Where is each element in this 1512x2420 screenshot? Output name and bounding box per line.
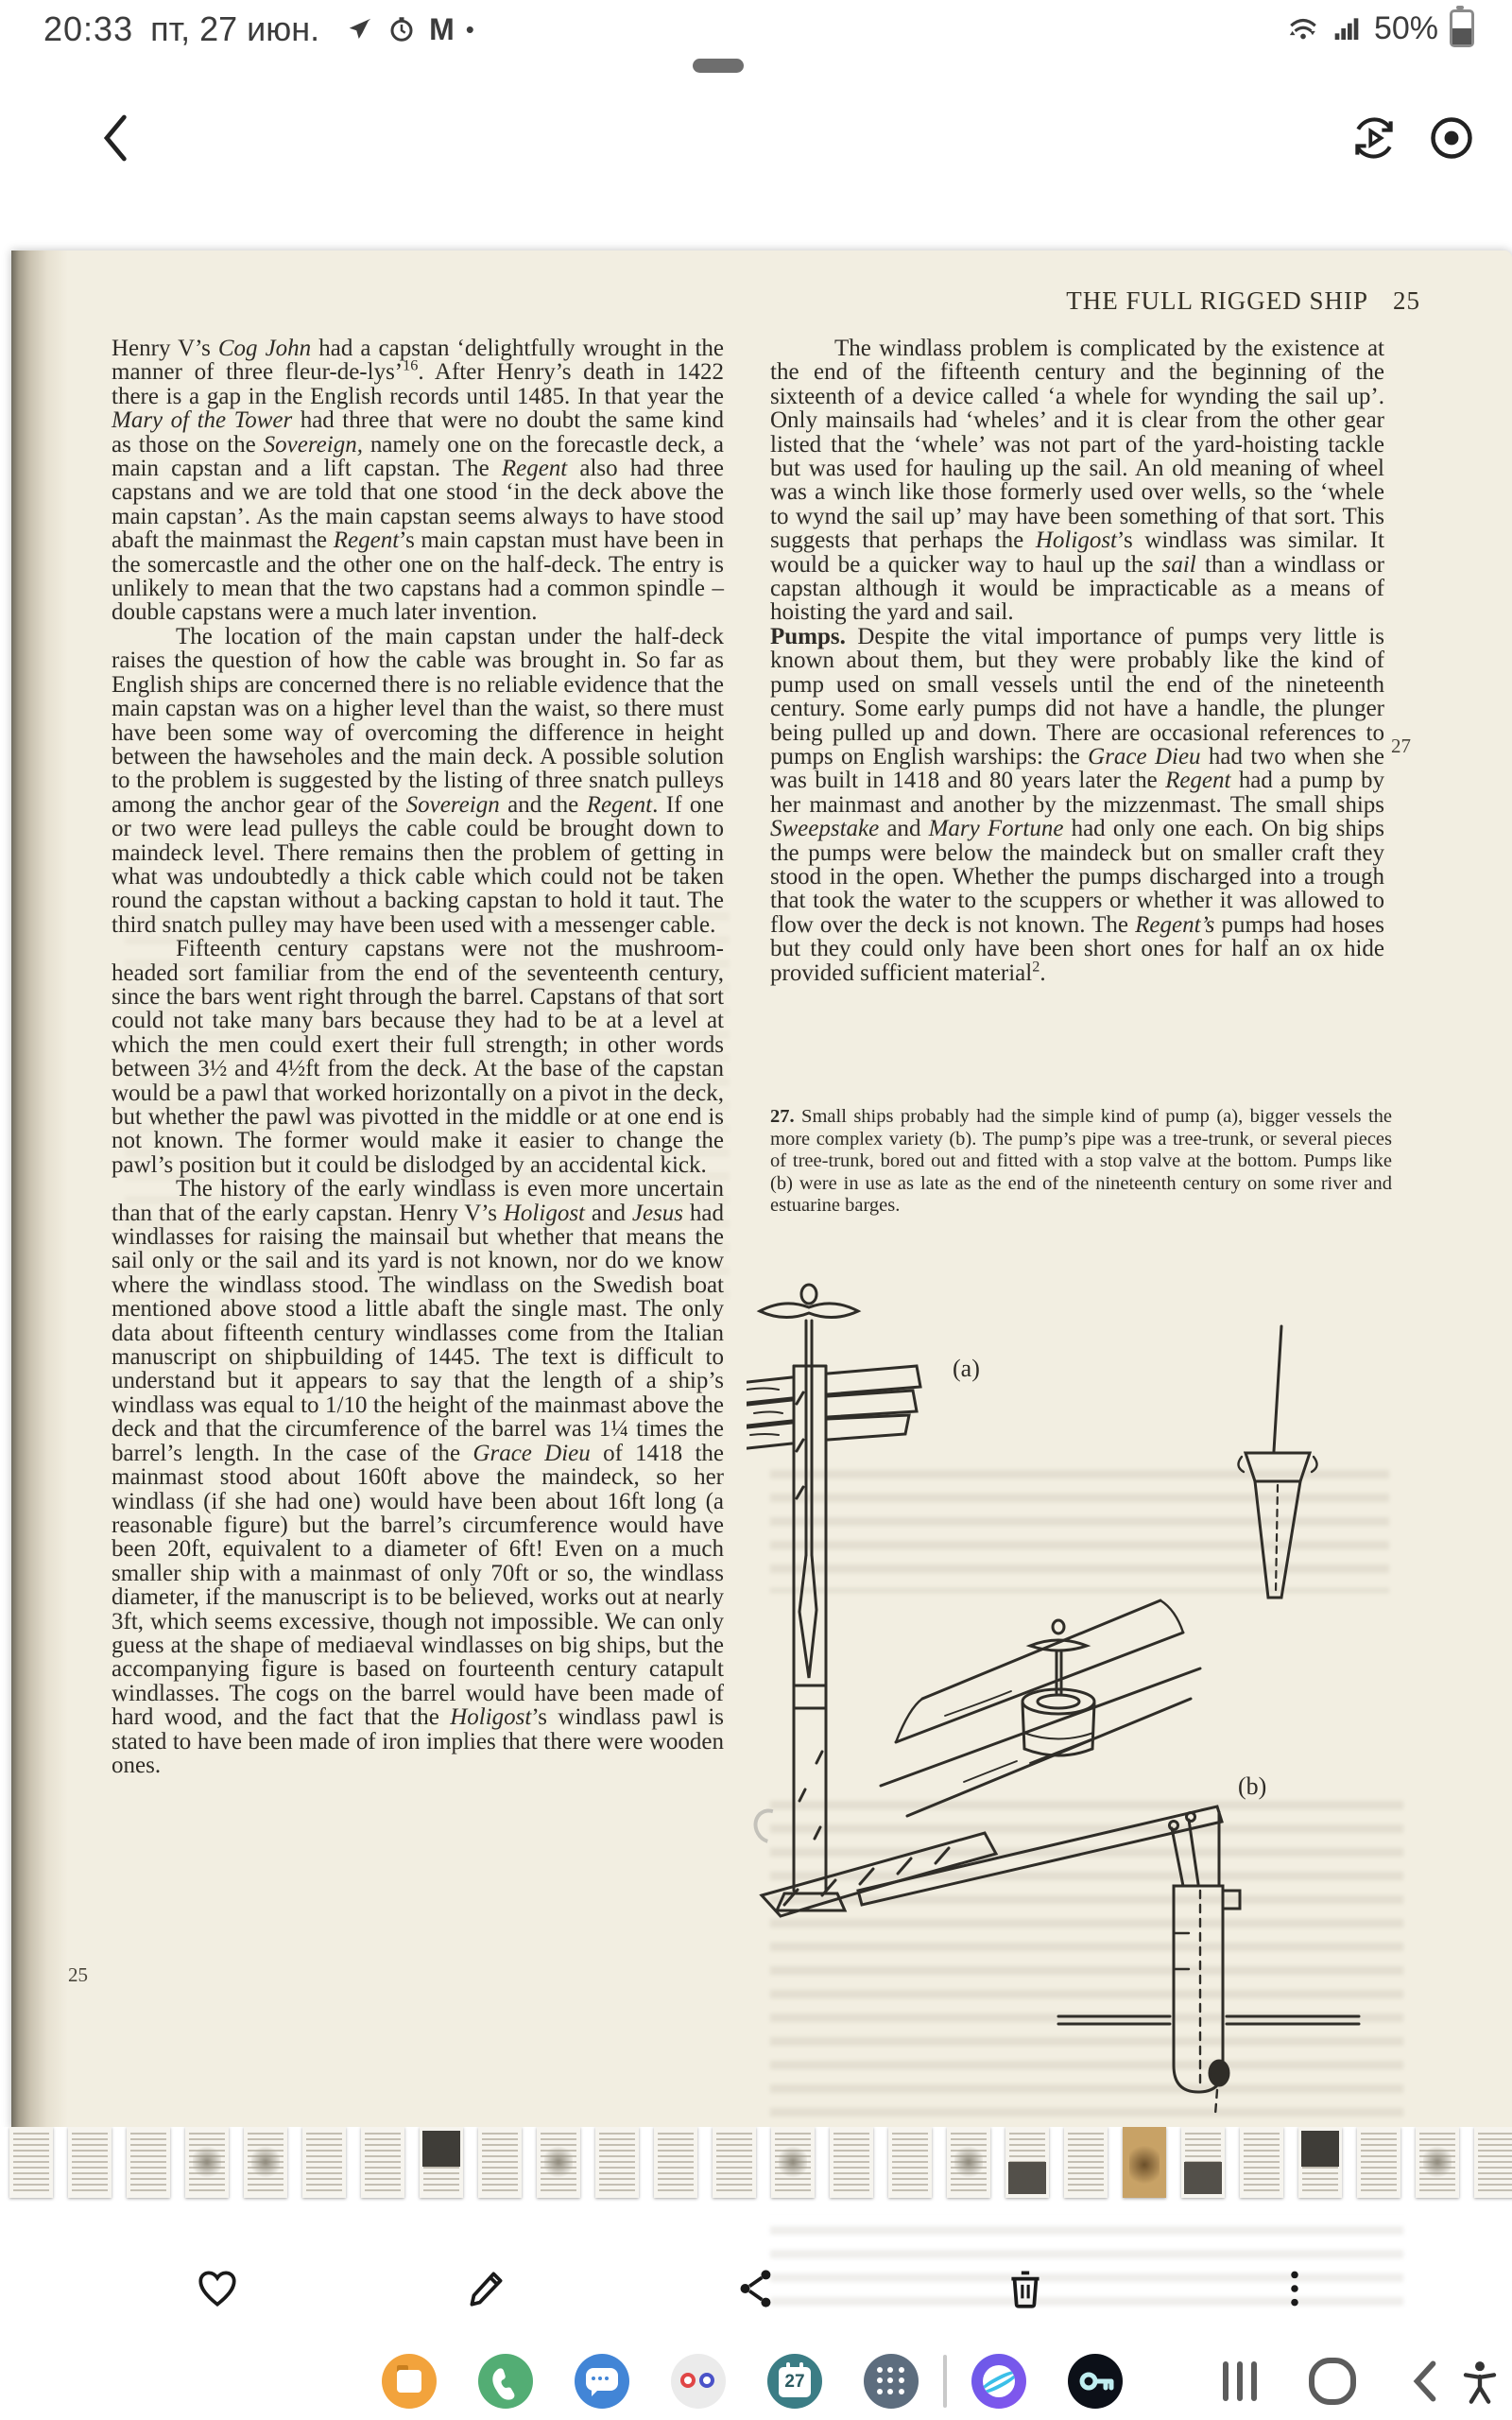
slideshow-button[interactable]	[1340, 104, 1408, 172]
slideshow-icon	[1349, 113, 1399, 163]
mini-app-icon	[699, 2373, 714, 2388]
page-thumbnail[interactable]	[302, 2127, 346, 2198]
page-number: 25	[1393, 286, 1420, 315]
page-thumbnail[interactable]	[1064, 2127, 1108, 2198]
running-head	[770, 286, 1420, 316]
share-button[interactable]	[728, 2260, 784, 2317]
edit-pencil-icon	[463, 2265, 510, 2312]
status-date: пт, 27 июн.	[150, 9, 320, 48]
page-thumbnail[interactable]	[654, 2127, 697, 2198]
gmail-icon: M	[429, 12, 455, 46]
more-button[interactable]	[1266, 2260, 1323, 2317]
signal-strength-icon	[1332, 13, 1363, 43]
figure-label-b: (b)	[1238, 1772, 1267, 1800]
accessibility-button[interactable]	[1455, 2354, 1504, 2409]
battery-icon	[1450, 9, 1474, 47]
eye-icon	[1427, 113, 1476, 163]
calendar-day: 27	[779, 2367, 811, 2397]
paragraph: Fifteenth century capstans were not the mushroom-headed sort familiar from the end of the seventeenth century, since the bars went right through the barrel. Capstans of that sort could not take many bars because they had to be at a level at which the men could exert their full strength; in other words between 3½ and 4½ft from the deck. At the base of the capstan would be a pawl that worked horizontally on a pivot in the deck, but whether the pawl was pivotted in the middle or at one end is not known. The former would make it easier to change the pawl’s position but it could be dislodged by an accidental kick.	[112, 936, 724, 1178]
page-thumbnail[interactable]	[68, 2127, 112, 2198]
page-thumbnail[interactable]	[888, 2127, 932, 2198]
eye-view-button[interactable]	[1418, 104, 1486, 172]
book-spine-shadow	[11, 251, 68, 2130]
pump-illustration	[747, 1271, 1436, 2118]
left-text-column	[112, 337, 724, 1777]
page-thumbnail[interactable]	[1474, 2127, 1512, 2198]
more-kebab-icon	[1271, 2265, 1318, 2312]
page-thumbnail[interactable]	[537, 2127, 580, 2198]
paragraph: The windlass problem is complicated by the existence at the end of the fifteenth century and the beginning of the sixteenth of a device called ‘a whele for wynding the sail up’. Only mainsails had ‘wheles’ and it is clear from the other gear listed that the ‘whele’ was not part of the yard-hoisting tackle but was used for hauling up the sail. An old meaning of wheel was a winch like those formerly used over wells, so the ‘whele to wynd the sail up’ may have been something of that sort. This suggests that perhaps the Holigost’s windlass was similar. It would be a quicker way to haul up the sail than a windlass or capstan although it would be impracticable as a means of hoisting the yard and sail.	[770, 336, 1385, 626]
page-thumbnail[interactable]	[595, 2127, 639, 2198]
page-thumbnail[interactable]	[9, 2127, 53, 2198]
paragraph: Henry V’s Cog John had a capstan ‘delightfully wrought in the manner of three fleur-de-lys’$^{16}$. After Henry’s death in 1422 there is a gap in the English records until 1485. In that year the Mary of the Tower had three that were no doubt the same kind as those on the Sovereign, namely one on the forecastle deck, a main capstan and a lift capstan. The Regent also had three capstans and we are told that one stood ‘in the deck above the main capstan’. As the main capstan seems always to have stood abaft the mainmast the Regent’s main capstan must have been in the somercastle and the other one on the half-deck. The entry is unlikely to mean that the two capstans had a common spindle – double capstans were a much later invention.	[112, 336, 725, 626]
nav-back-button[interactable]	[1400, 2354, 1450, 2409]
share-icon	[732, 2265, 780, 2312]
delete-trash-icon	[1002, 2265, 1049, 2312]
margin-note-number-right: 27	[1391, 735, 1411, 757]
back-chevron-icon	[96, 113, 138, 163]
nav-home-button[interactable]	[1308, 2354, 1357, 2409]
page-thumbnail[interactable]	[361, 2127, 404, 2198]
taskbar-divider	[943, 2355, 947, 2408]
app-internet-browser[interactable]	[971, 2354, 1026, 2409]
telegram-send-icon	[346, 15, 374, 43]
reader-toolbar	[0, 95, 1512, 189]
page-thumbnail[interactable]	[185, 2127, 229, 2198]
key-icon	[1068, 2354, 1123, 2409]
apps-drawer-button[interactable]	[864, 2354, 919, 2409]
favorite-button[interactable]	[189, 2260, 246, 2317]
page-thumbnail[interactable]	[1123, 2127, 1166, 2198]
battery-percent: 50%	[1373, 9, 1438, 46]
status-bar	[0, 0, 1512, 60]
mini-app-icon	[680, 2373, 696, 2388]
page-thumbnail[interactable]	[478, 2127, 522, 2198]
alarm-clock-icon	[387, 15, 416, 43]
app-pair-folder[interactable]	[671, 2354, 726, 2409]
page-thumbnail[interactable]	[1416, 2127, 1459, 2198]
paragraph: The history of the early windlass is even more uncertain than that of the early capstan. Henry V’s Holigost and Jesus had windlasses for raising the mainsail but whether that means the sail only or the sail and its yard is not known, nor do we know where the windlass stood. The windlass on the Swedish boat mentioned above stood a little abaft the single mast. The only data about fifteenth century windlasses come from the Italian manuscript on shipbuilding of 1445. The text is difficult to understand but it appears to say that the length of a ship’s windlass was equal to 1/10 the height of the mainmast above the deck and that the circumference of the barrel was 1¼ times the barrel’s length. In the case of the Grace Dieu of 1418 the mainmast stood about 160ft above the maindeck, so her windlass (if she had one) would have been about 16ft long (a reasonable figure) but the barrel’s circumference would have been 20ft, equivalent to a diameter of 6ft! Even on a much smaller ship with a mainmast of only 70ft or so, the windlass diameter, if the manuscript is to be believed, works out at nearly 3ft, which seems excessive, though not impossible. We can only guess at the shape of mediaeval windlasses on big ships, but the accompanying figure is based on fourteenth century catapult windlasses. The cogs on the barrel would have been made of hard wood, and the fact that the Holigost’s windlass pawl is stated to have been made of iron implies that there were wooden ones.	[112, 1176, 724, 1778]
favorite-heart-icon	[194, 2265, 241, 2312]
page-thumbnail[interactable]	[420, 2127, 463, 2198]
page-thumbnail[interactable]	[1240, 2127, 1283, 2198]
app-my-files[interactable]	[382, 2354, 437, 2409]
page-thumbnail[interactable]	[713, 2127, 756, 2198]
paragraph: Pumps. Despite the vital importance of pumps very little is known about them, but they were probably like the kind of pump used on small vessels until the end of the nineteenth century. Some early pumps did not have a handle, the plunger being pulled up and down. There are occasional references to pumps on English warships: the Grace Dieu had two when she was built in 1418 and 80 years later the Regent had a pump by her mainmast and another by the mizzenmast. The small ships Sweepstake and Mary Fortune had only one each. On big ships the pumps were below the maindeck but on smaller craft they stood in the open. Whether the pumps discharged into a trough that took the water to the scuppers or whether it was allowed to flow over the deck is not known. The Regent’s pumps had hoses but they could only have been short ones for half an ox hide provided sufficient material$^2$.	[770, 623, 1384, 986]
figure-label-a: (a)	[953, 1355, 980, 1382]
phone-handset-icon	[478, 2354, 533, 2409]
app-calendar[interactable]	[767, 2354, 822, 2409]
notification-overflow-dot: •	[465, 15, 474, 43]
page-thumbnail[interactable]	[1357, 2127, 1400, 2198]
page-thumbnail[interactable]	[830, 2127, 873, 2198]
clock: 20:33	[43, 9, 134, 48]
wifi-icon	[1285, 12, 1321, 44]
app-phone[interactable]	[478, 2354, 533, 2409]
book-page-scan[interactable]	[11, 251, 1512, 2130]
page-thumbnail[interactable]	[244, 2127, 287, 2198]
app-messages[interactable]	[575, 2354, 629, 2409]
delete-button[interactable]	[997, 2260, 1054, 2317]
page-thumbnail[interactable]	[771, 2127, 815, 2198]
app-password-manager[interactable]	[1068, 2354, 1123, 2409]
margin-note-number-left: 25	[68, 1963, 88, 1986]
page-thumbnail[interactable]	[1005, 2127, 1049, 2198]
accessibility-person-icon	[1461, 2359, 1499, 2404]
paragraph: The location of the main capstan under the half-deck raises the question of how the cable was brought in. So far as English ships are concerned there is no reliable evidence that the main capstan was on a higher level than the waist, so there must have been some way of overcoming the difference in height between the hawseholes and the main deck. A possible solution to the problem is suggested by the listing of three snatch pulleys among the anchor gear of the Sovereign and the Regent. If one or two were lead pulleys the cable could be brought down to maindeck level. There remains then the problem of getting in what was undoubtedly a thick cable which could not be taken round the capstan without a backing capstan to hold it taut. The third snatch pulley may have been used with a messenger cable.	[112, 623, 724, 938]
footnote-27: 27. Small ships probably had the simple kind of pump (a), bigger vessels the more complex variety (b). The pump’s pipe was a tree-trunk, or several pieces of tree-trunk, bored out and fitted with a stop valve at the bottom. Pumps like (b) were in use as late as the end of the nineteenth century on some river and estuarine barges.	[770, 1106, 1392, 1216]
nav-back-icon	[1409, 2360, 1441, 2402]
home-icon	[1309, 2358, 1356, 2405]
pump-drawing-svg	[747, 1271, 1436, 2118]
android-taskbar	[0, 2342, 1512, 2420]
page-thumbnail[interactable]	[1181, 2127, 1225, 2198]
front-camera-cutout	[693, 59, 744, 73]
nav-recents-button[interactable]	[1215, 2354, 1264, 2409]
running-head-title: THE FULL RIGGED SHIP	[1066, 286, 1368, 315]
page-thumbnail-strip[interactable]	[0, 2127, 1512, 2214]
right-text-column	[770, 337, 1384, 985]
page-thumbnail[interactable]	[127, 2127, 170, 2198]
recents-icon	[1223, 2361, 1257, 2401]
action-bar	[85, 2248, 1427, 2329]
back-button[interactable]	[83, 104, 151, 172]
edit-button[interactable]	[458, 2260, 515, 2317]
page-thumbnail[interactable]	[1298, 2127, 1342, 2198]
page-thumbnail[interactable]	[947, 2127, 990, 2198]
